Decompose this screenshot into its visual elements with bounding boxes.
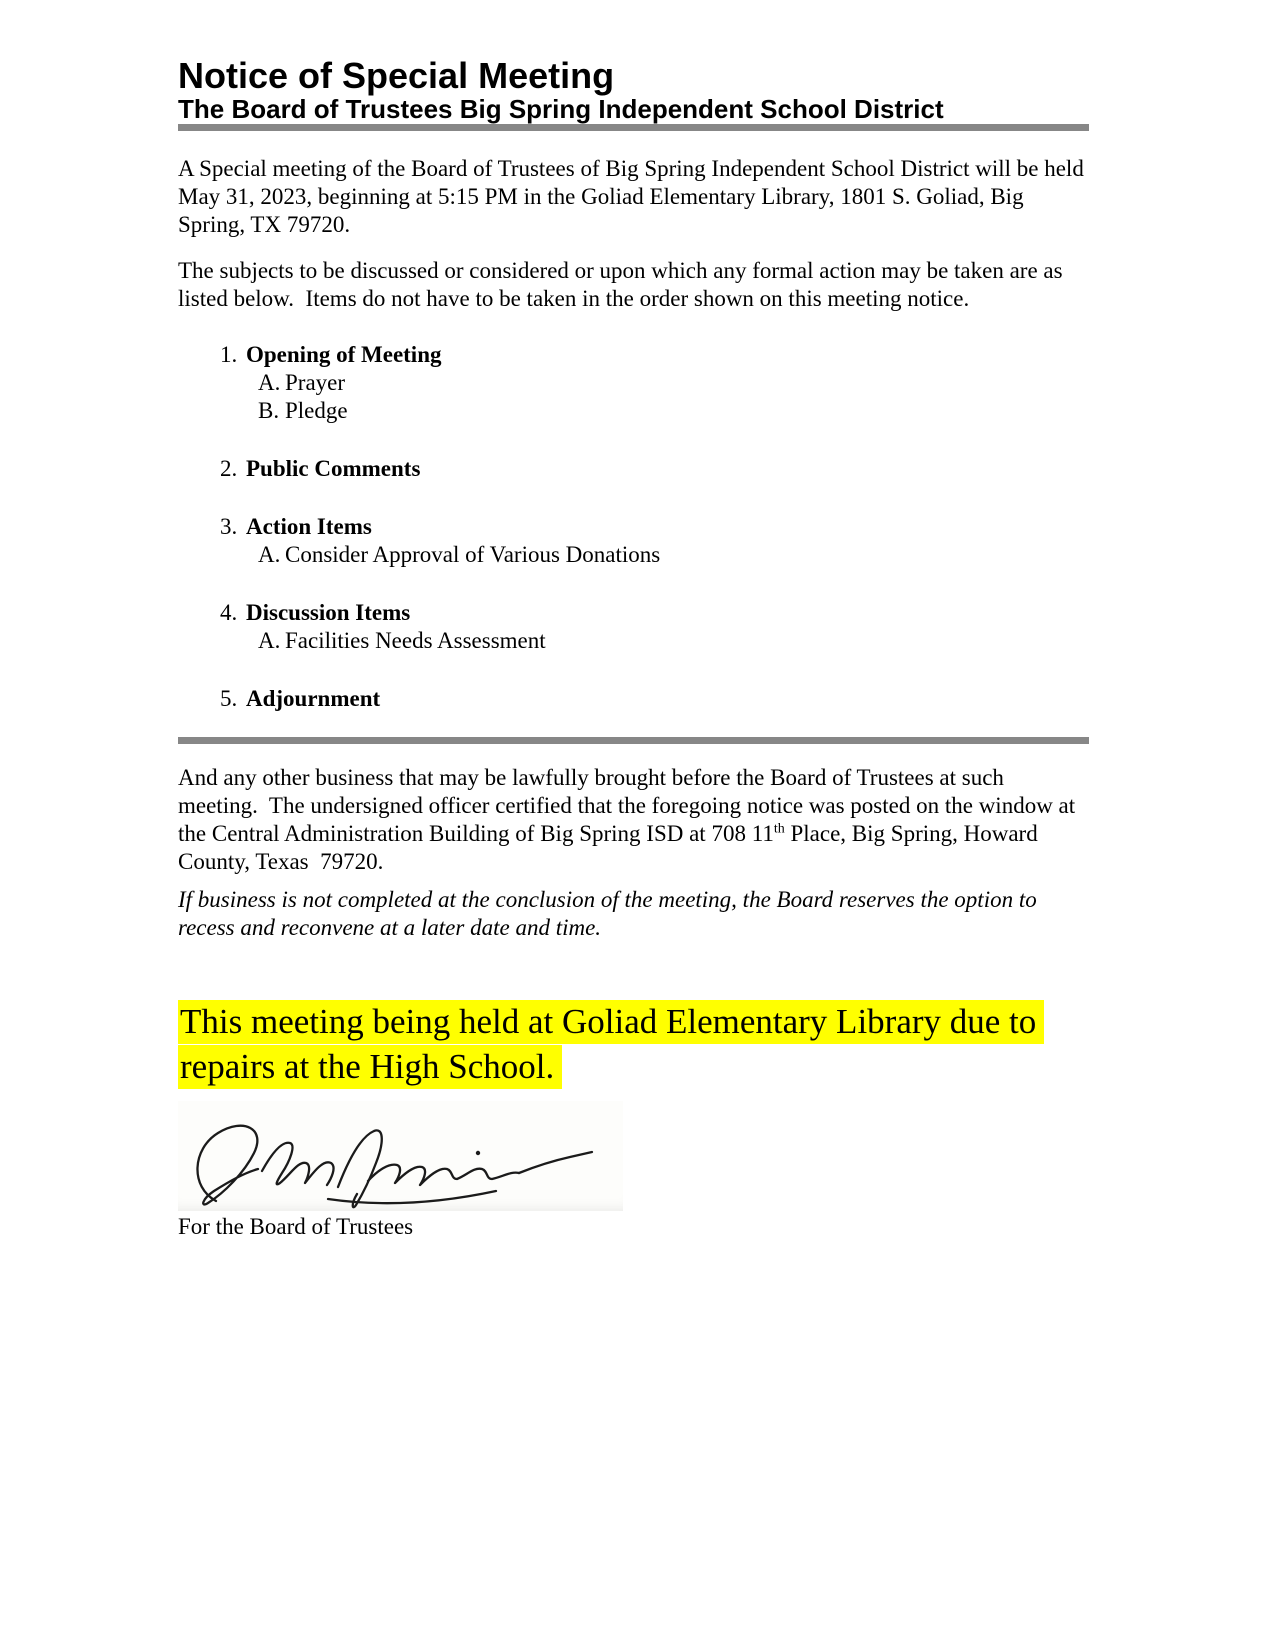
agenda-item-number: 3.: [220, 514, 238, 539]
agenda-item-row: [220, 513, 1089, 541]
agenda-item-number: 2.: [220, 456, 238, 481]
agenda-list: [178, 341, 1089, 713]
agenda-item-row: [220, 341, 1089, 369]
agenda-subitem-letter: A.: [258, 542, 281, 567]
agenda-subitem-text: Prayer: [285, 370, 346, 395]
agenda-item-row: [220, 599, 1089, 627]
document-subtitle: The Board of Trustees Big Spring Independent School District: [178, 94, 944, 124]
agenda-item-number: 1.: [220, 342, 238, 367]
ordinal-superscript: th: [773, 821, 785, 837]
agenda-item-number: 4.: [220, 600, 238, 625]
agenda-subitem-letter: B.: [258, 398, 280, 423]
agenda-item-discussion-items: [220, 599, 1089, 655]
signature-image: [178, 1101, 623, 1211]
relocation-notice-line-2: repairs at the High School.: [178, 1045, 562, 1089]
agenda-item-title: Public Comments: [246, 456, 421, 481]
agenda-item-title: Adjournment: [246, 686, 381, 711]
closing-text-before-superscript: And any other business that may be lawfully brought before the Board of Trustees at such meeting. The undersigned officer certified that the foregoing notice was posted on the window at the Central Administration Building of Big Spring ISD at 708 11: [178, 765, 1081, 846]
relocation-notice: [178, 999, 1089, 1089]
agenda-item-adjournment: [220, 685, 1089, 713]
agenda-item-title: Action Items: [246, 514, 372, 539]
agenda-subitem-text: Facilities Needs Assessment: [285, 628, 546, 653]
agenda-item-row: [220, 685, 1089, 713]
subjects-paragraph: The subjects to be discussed or considered or upon which any formal action may be taken are as listed below. Items do not have to be taken in the order shown on this meeting notice.: [178, 258, 1069, 311]
agenda-item-public-comments: [220, 455, 1089, 483]
agenda-subitem-text: Pledge: [285, 398, 348, 423]
agenda-item-opening: [220, 341, 1089, 425]
agenda-item-action-items: [220, 513, 1089, 569]
agenda-subitem-letter: A.: [258, 628, 281, 653]
agenda-subitem: [220, 397, 1089, 425]
agenda-item-number: 5.: [220, 686, 238, 711]
agenda-item-title: Opening of Meeting: [246, 342, 442, 367]
signature-caption: For the Board of Trustees: [178, 1214, 414, 1239]
agenda-item-row: [220, 455, 1089, 483]
relocation-notice-line-1: This meeting being held at Goliad Elementary Library due to: [178, 1000, 1044, 1044]
divider-rule-top: [178, 124, 1089, 131]
recess-note: If business is not completed at the conclusion of the meeting, the Board reserves the option to recess and reconvene at a later date and time.: [178, 887, 1043, 940]
closing-paragraph: [178, 764, 1089, 876]
agenda-subitem: [220, 541, 1089, 569]
meeting-details-paragraph: A Special meeting of the Board of Trustees of Big Spring Independent School District will be held May 31, 2023, beginning at 5:15 PM in the Goliad Elementary Library, 1801 S. Goliad, Big Spring, TX 79720.: [178, 156, 1090, 237]
divider-rule-bottom: [178, 737, 1089, 744]
agenda-item-title: Discussion Items: [246, 600, 411, 625]
handwritten-signature-scrawl: [178, 1101, 623, 1211]
document-title: Notice of Special Meeting: [178, 55, 615, 96]
agenda-subitem-letter: A.: [258, 370, 281, 395]
agenda-subitem-text: Consider Approval of Various Donations: [285, 542, 661, 567]
agenda-subitem: [220, 369, 1089, 397]
agenda-subitem: [220, 627, 1089, 655]
closing-text-after-superscript: Place, Big Spring, Howard County, Texas 79720.: [178, 821, 1044, 874]
